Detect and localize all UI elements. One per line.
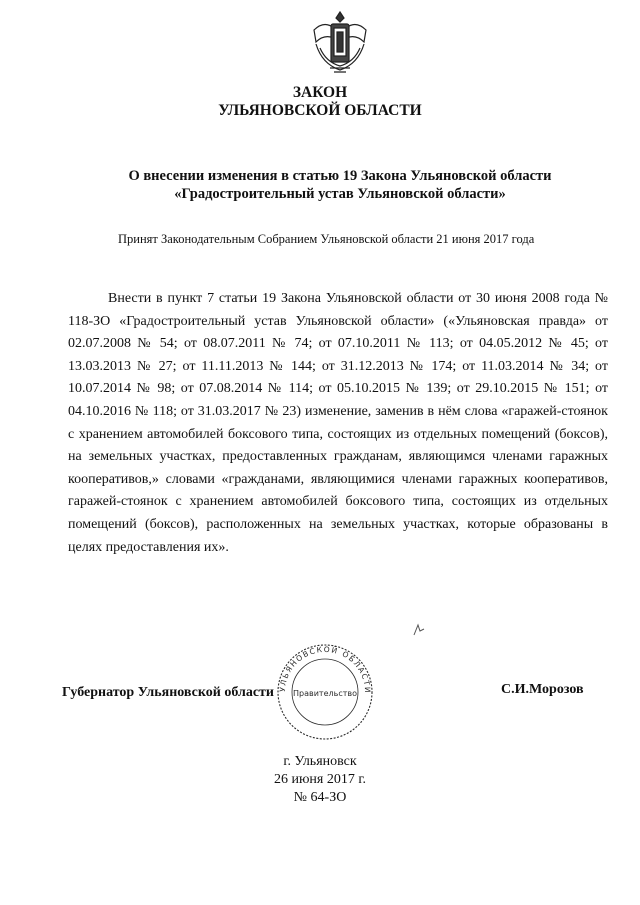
city: г. Ульяновск [283,754,357,769]
pen-mark-icon [412,623,428,637]
governor-name: С.И.Морозов [501,682,584,697]
seal-center-text: Правительство [293,689,357,698]
region-heading: УЛЬЯНОВСКОЙ ОБЛАСТИ [218,102,422,119]
law-number: № 64-ЗО [293,790,347,805]
law-title-line-2: «Градостроительный устав Ульяновской области» [174,186,506,202]
law-title-line-1: О внесении изменения в статью 19 Закона Ульяновской области [128,168,552,184]
official-seal [272,642,378,742]
adoption-note: Принят Законодательным Собранием Ульяновской области 21 июня 2017 года [118,232,535,246]
signing-date: 26 июня 2017 г. [273,772,367,787]
seal-ring-text: УЛЬЯНОВСКОЙ ОБЛАСТИ [277,644,373,695]
law-heading: ЗАКОН [292,84,348,101]
coat-of-arms-icon [300,8,380,78]
law-body-paragraph: Внести в пункт 7 статьи 19 Закона Ульяновской области от 30 июня 2008 года № 118-ЗО «Градостроительный устав Ульяновской области» («Ульяновская правда» от 02.07.2008 № 54; от 08.07.2011 № 74; от 07.10.2011 № 113; от 04.05.2012 № 45; от 13.03.2013 № 27; от 11.11.2013 № 144; от 31.12.2013 № 174; от 11.03.2014 № 34; от 10.07.2014 № 98; от 07.08.2014 № 114; от 05.10.2015 № 139; от 29.10.2015 № 151; от 04.10.2016 № 118; от 31.03.2017 № 23) изменение, заменив в нём слова «гаражей-стоянок с хранением автомобилей боксового типа, состоящих из отдельных помещений (боксов), на земельных участках, предоставленных гражданам, являющимся членами гаражных кооперативов,» словами «гражданами, являющимися членами гаражных кооперативов, гаражей-стоянок с хранением автомобилей боксового типа, состоящих из отдельных помещений (боксов), расположенных на земельных участках, которые образованы в целях предоставления их». [68,291,608,555]
governor-label: Губернатор Ульяновской области [62,685,274,700]
